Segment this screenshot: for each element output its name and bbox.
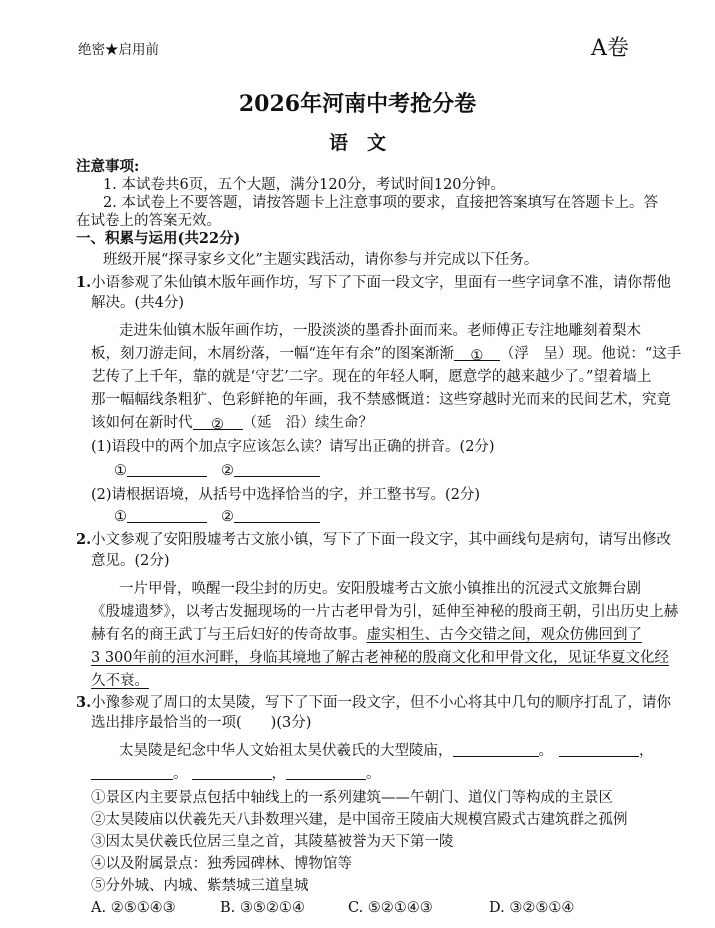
q1-choice-1: （浮 呈）现。他说：“这手 <box>499 346 682 362</box>
q2-underlined-sentence: 虚实相生、古今交错之间，观众仿佛回到了 <box>366 627 642 643</box>
q1-passage-line: 那一幅幅线条粗犷、色彩鲜艳的年画，我不禁感慨道：这些穿越时光而来的民间艺术，究竟 <box>91 392 671 408</box>
q1-passage-line: 走进朱仙镇木版年画作坊，一股淡淡的墨香扑面而来。老师傅正专注地雕刻着梨木 <box>119 323 641 339</box>
section-heading: 一、积累与运用(共22分) <box>76 230 241 247</box>
q1-choice-2: （延 沿）续生命？ <box>242 415 373 431</box>
q3-blank <box>192 765 272 780</box>
question-2-stem-cont: 意见。(2分) <box>91 553 170 569</box>
question-1-stem-cont: 解决。(共4分) <box>91 295 185 311</box>
notes-item-2-cont: 在试卷上的答案无效。 <box>76 213 221 229</box>
q1-blank-2-mark: ② <box>211 417 224 433</box>
q1-subquestion-1: (1)语段中的两个加点字应该怎么读？请写出正确的拼音。(2分) <box>91 439 495 455</box>
answer-blank[interactable] <box>127 462 207 477</box>
answer-mark: ① <box>114 509 127 525</box>
question-2-number: 2. <box>76 531 92 548</box>
q3-blank <box>286 765 366 780</box>
q2-underlined-sentence-cont: 3 300年前的洹水河畔，身临其境地了解古老神秘的殷商文化和甲骨文化，见证华夏文化经 <box>91 650 670 666</box>
q3-passage-line <box>91 764 381 784</box>
answer-blank[interactable] <box>127 508 207 523</box>
subject-title: 语 文 <box>328 132 386 154</box>
answer-blank[interactable] <box>234 462 320 477</box>
q3-sentence-5: ⑤分外城、内城、紫禁城三道皇城 <box>91 878 309 894</box>
q3-passage-line <box>119 741 654 761</box>
answer-blank[interactable] <box>234 508 320 523</box>
q1-blank-2 <box>193 415 243 433</box>
section-intro: 班级开展“探寻家乡文化”主题实践活动，请你参与并完成以下任务。 <box>103 252 539 268</box>
notes-item-1: 1. 本试卷共6页，五个大题，满分120分，考试时间120分钟。 <box>103 177 506 193</box>
exam-title: 2026年河南中考抢分卷 <box>238 91 477 117</box>
q3-choice-c[interactable]: C. ⑤②①④③ <box>348 900 433 916</box>
question-1-number: 1. <box>76 274 92 291</box>
q3-sentence-2: ②太昊陵庙以伏羲先天八卦数理兴建，是中国帝王陵庙大规模宫殿式古建筑群之孤例 <box>91 812 628 828</box>
q1-answer-line-2 <box>114 507 320 527</box>
q3-punct: 。 <box>173 766 188 782</box>
q1-blank-1 <box>454 346 500 364</box>
question-1-stem: 小语参观了朱仙镇木版年画作坊，写下了下面一段文字，里面有一些字词拿不准，请你帮他 <box>91 275 671 291</box>
q1-subquestion-2: (2)请根据语境，从括号中选择恰当的字，并工整书写。(2分) <box>91 487 481 503</box>
q3-blank <box>559 742 639 757</box>
q3-blank <box>453 742 539 757</box>
secret-level: 绝密★启用前 <box>78 42 159 58</box>
paper-tag: A卷 <box>591 36 629 61</box>
q2-passage-line: 一片甲骨，唤醒一段尘封的历史。安阳殷墟考古文旅小镇推出的沉浸式文旅舞台剧 <box>119 581 641 597</box>
q3-choice-b[interactable]: B. ③⑤②①④ <box>220 900 305 916</box>
q3-choice-a[interactable]: A. ②⑤①④③ <box>91 900 176 916</box>
q3-sentence-1: ①景区内主要景点包括中轴线上的一系列建筑——午朝门、道仪门等构成的主景区 <box>91 790 613 806</box>
answer-mark: ② <box>221 509 234 525</box>
q1-passage-line <box>91 413 373 433</box>
notes-heading: 注意事项: <box>76 158 140 175</box>
q3-choice-d[interactable]: D. ③②⑤①④ <box>489 900 575 916</box>
question-3-stem-cont: 选出排序最恰当的一项( )(3分) <box>91 715 312 731</box>
q2-passage-text: 赫有名的商王武丁与王后妇好的传奇故事。 <box>91 627 367 643</box>
q3-punct: 。 <box>366 766 381 782</box>
q3-passage-text: 太昊陵是纪念中华人文始祖太昊伏羲氏的大型陵庙， <box>119 743 453 759</box>
q2-passage-line <box>91 625 642 645</box>
q1-passage-line: 艺传了上千年，靠的就是‘守艺’二字。现在的年轻人啊，愿意学的越来越少了。”望着墙上 <box>91 369 652 385</box>
q1-passage-text: 板，刻刀游走间，木屑纷落，一幅“连年有余”的图案渐渐 <box>91 346 454 362</box>
q2-passage-line: 《殷墟遗梦》，以考古发掘现场的一片古老甲骨为引，延伸至神秘的殷商王朝，引出历史上赫 <box>91 604 679 620</box>
answer-mark: ① <box>114 463 127 479</box>
question-3-stem: 小豫参观了周口的太昊陵，写下了下面一段文字，但不小心将其中几句的顺序打乱了，请你 <box>91 695 671 711</box>
q1-answer-line-1 <box>114 461 320 481</box>
q1-passage-line <box>91 344 681 364</box>
q3-sentence-4: ④以及附属景点：独秀园碑林、博物馆等 <box>91 856 352 872</box>
question-3-number: 3. <box>76 694 92 711</box>
q3-punct: 。 <box>538 743 553 759</box>
q1-passage-text: 该如何在新时代 <box>91 415 193 431</box>
q2-underlined-sentence-end: 久不衰。 <box>91 673 149 689</box>
notes-item-2: 2. 本试卷上不要答题，请按答题卡上注意事项的要求，直接把答案填写在答题卡上。答 <box>103 195 658 211</box>
q3-sentence-3: ③因太昊伏羲氏位居三皇之首，其陵墓被誉为天下第一陵 <box>91 834 454 850</box>
question-2-stem: 小文参观了安阳殷墟考古文旅小镇，写下了下面一段文字，其中画线句是病句，请写出修改 <box>91 532 671 548</box>
q3-punct: ， <box>271 766 286 782</box>
q3-punct: ， <box>639 743 654 759</box>
q3-blank <box>91 765 173 780</box>
q1-blank-1-mark: ① <box>470 348 484 364</box>
answer-mark: ② <box>221 463 234 479</box>
